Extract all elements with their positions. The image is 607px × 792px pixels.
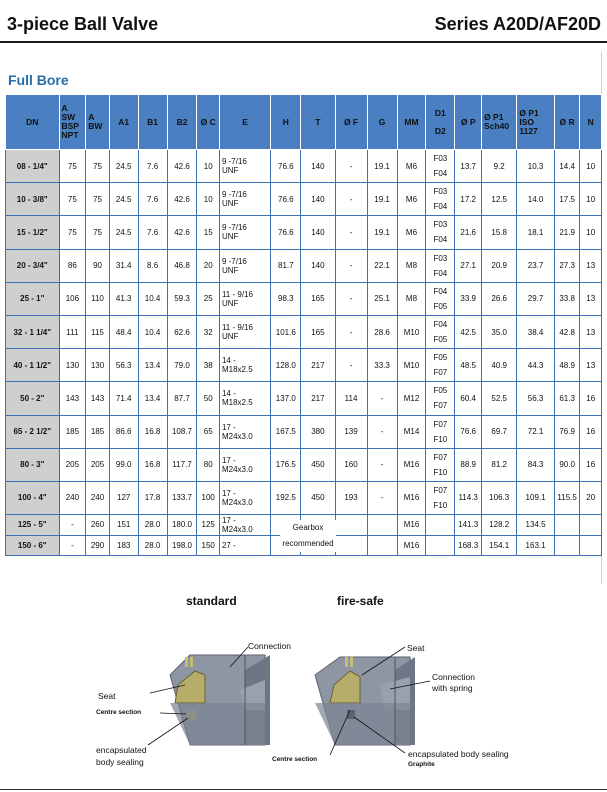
cell-mm: M6 xyxy=(397,150,426,183)
cell-or: 17.5 xyxy=(554,183,580,216)
cell-op1-iso: 44.3 xyxy=(517,349,554,382)
cell-op1-iso: 14.0 xyxy=(517,183,554,216)
cell-mm: M10 xyxy=(397,315,426,348)
cell-op1-sch40: 106.3 xyxy=(482,481,517,514)
cell-or: 90.0 xyxy=(554,448,580,481)
cell-mm: M8 xyxy=(397,282,426,315)
cell-h: 137.0 xyxy=(271,382,301,415)
table-header-row xyxy=(6,95,602,150)
cell-n: 10 xyxy=(580,150,602,183)
table-row xyxy=(6,448,602,481)
cell-n: 13 xyxy=(580,249,602,282)
cell-op1-iso: 109.1 xyxy=(517,481,554,514)
cell-or: 33.8 xyxy=(554,282,580,315)
cell-op1-iso: 29.7 xyxy=(517,282,554,315)
cell-g: 19.1 xyxy=(367,216,397,249)
cell-op1-iso: 84.3 xyxy=(517,448,554,481)
cell-a1: 24.5 xyxy=(109,183,138,216)
cell-of: - xyxy=(335,282,367,315)
standard-connection-label: Connection xyxy=(248,641,292,651)
cell-dn: 100 - 4" xyxy=(6,481,60,514)
cell-or xyxy=(554,535,580,556)
cell-op1-sch40: 128.2 xyxy=(482,515,517,536)
cell-op1-iso: 56.3 xyxy=(517,382,554,415)
cell-oc: 38 xyxy=(197,349,219,382)
cell-a1: 127 xyxy=(109,481,138,514)
cell-n: 10 xyxy=(580,183,602,216)
cell-op: 13.7 xyxy=(455,150,482,183)
cell-dn: 32 - 1 1/4" xyxy=(6,315,60,348)
cell-b2: 42.6 xyxy=(167,150,197,183)
cell-t: 140 xyxy=(301,249,335,282)
cell-b2: 46.8 xyxy=(167,249,197,282)
cell-n: 13 xyxy=(580,282,602,315)
col-b1: B1 xyxy=(138,95,167,150)
cell-mm: M10 xyxy=(397,349,426,382)
cell-g: - xyxy=(367,415,397,448)
cell-b2: 133.7 xyxy=(167,481,197,514)
cell-h: 128.0 xyxy=(271,349,301,382)
cell-d1-d2: F04 F05 xyxy=(426,315,455,348)
table-row xyxy=(6,183,602,216)
cell-dn: 15 - 1/2" xyxy=(6,216,60,249)
cell-e: 14 - M18x2.5 xyxy=(219,349,270,382)
cell-op1-sch40: 69.7 xyxy=(482,415,517,448)
col-oc: Ø C xyxy=(197,95,219,150)
firesafe-sealing-label: encapsulated body sealing xyxy=(408,749,509,759)
cell-a-bw: 75 xyxy=(86,183,110,216)
cell-oc: 10 xyxy=(197,150,219,183)
cell-a1: 86.6 xyxy=(109,415,138,448)
cell-d1-d2: F03 F04 xyxy=(426,249,455,282)
cell-op: 33.9 xyxy=(455,282,482,315)
cell-mm: M14 xyxy=(397,415,426,448)
cell-t: 380 xyxy=(301,415,335,448)
cell-b2: 108.7 xyxy=(167,415,197,448)
cell-op: 17.2 xyxy=(455,183,482,216)
cell-dn: 20 - 3/4" xyxy=(6,249,60,282)
cell-dn: 125 - 5" xyxy=(6,515,60,536)
cell-b1: 7.6 xyxy=(138,183,167,216)
cell-a-sw: 111 xyxy=(59,315,86,348)
cell-n: 10 xyxy=(580,216,602,249)
firesafe-connection-label-1: Connection xyxy=(432,672,476,682)
cell-mm: M16 xyxy=(397,515,426,536)
cell-b1: 7.6 xyxy=(138,150,167,183)
cell-op1-sch40: 81.2 xyxy=(482,448,517,481)
table-row xyxy=(6,415,602,448)
cell-b2: 87.7 xyxy=(167,382,197,415)
cell-b1: 8.6 xyxy=(138,249,167,282)
cell-a1: 183 xyxy=(109,535,138,556)
cell-a-bw: 143 xyxy=(86,382,110,415)
cell-op1-sch40: 12.5 xyxy=(482,183,517,216)
cell-b1: 16.8 xyxy=(138,448,167,481)
firesafe-title: fire-safe xyxy=(337,594,384,608)
cell-a-bw: 290 xyxy=(86,535,110,556)
standard-sealing-label-2: body sealing xyxy=(96,757,144,767)
cell-op1-iso: 10.3 xyxy=(517,150,554,183)
cell-e: 9 -7/16 UNF xyxy=(219,183,270,216)
cell-oc: 15 xyxy=(197,216,219,249)
cell-op: 141.3 xyxy=(455,515,482,536)
cell-a-sw: 130 xyxy=(59,349,86,382)
cell-b2: 62.6 xyxy=(167,315,197,348)
col-a-bw: A BW xyxy=(86,95,110,150)
cell-d1-d2: F05 F07 xyxy=(426,382,455,415)
cell-b1: 16.8 xyxy=(138,415,167,448)
cell-op1-sch40: 9.2 xyxy=(482,150,517,183)
col-op: Ø P xyxy=(455,95,482,150)
cell-mm: M6 xyxy=(397,216,426,249)
cell-dn: 50 - 2" xyxy=(6,382,60,415)
cell-h: 81.7 xyxy=(271,249,301,282)
series-title: Series A20D/AF20D xyxy=(434,14,601,34)
cell-op: 168.3 xyxy=(455,535,482,556)
cell-or xyxy=(554,515,580,536)
cell-a-sw: 240 xyxy=(59,481,86,514)
cell-oc: 32 xyxy=(197,315,219,348)
cell-of xyxy=(335,515,367,536)
cell-op1-sch40: 26.6 xyxy=(482,282,517,315)
cell-h: 192.5 xyxy=(271,481,301,514)
cell-h: 98.3 xyxy=(271,282,301,315)
col-a-sw: A SW BSP NPT xyxy=(59,95,86,150)
standard-valve-drawing xyxy=(170,655,270,745)
cell-e: 17 - M24x3.0 xyxy=(219,481,270,514)
cell-b1: 13.4 xyxy=(138,382,167,415)
cell-a-bw: 130 xyxy=(86,349,110,382)
cell-n: 16 xyxy=(580,382,602,415)
cell-op1-iso: 134.5 xyxy=(517,515,554,536)
col-e: E xyxy=(219,95,270,150)
cell-dn: 150 - 6" xyxy=(6,535,60,556)
page-header xyxy=(0,0,607,52)
gearbox-note: Gearbox recommended xyxy=(280,520,336,552)
cell-g: 19.1 xyxy=(367,183,397,216)
cell-oc: 50 xyxy=(197,382,219,415)
cell-t: 165 xyxy=(301,315,335,348)
table-row xyxy=(6,216,602,249)
cell-t: 217 xyxy=(301,382,335,415)
cell-a1: 56.3 xyxy=(109,349,138,382)
cell-g: 25.1 xyxy=(367,282,397,315)
cell-e: 11 - 9/16 UNF xyxy=(219,282,270,315)
table-row xyxy=(6,349,602,382)
cell-a-bw: 75 xyxy=(86,216,110,249)
cell-op1-sch40: 154.1 xyxy=(482,535,517,556)
col-a1: A1 xyxy=(109,95,138,150)
cell-g xyxy=(367,515,397,536)
cell-d1-d2 xyxy=(426,515,455,536)
cell-a-bw: 260 xyxy=(86,515,110,536)
col-t: T xyxy=(301,95,335,150)
col-op1-sch40: Ø P1 Sch40 xyxy=(482,95,517,150)
cell-b1: 10.4 xyxy=(138,282,167,315)
cell-d1-d2: F07 F10 xyxy=(426,448,455,481)
firesafe-valve-drawing xyxy=(315,657,415,745)
cell-op1-sch40: 52.5 xyxy=(482,382,517,415)
cell-g: 22.1 xyxy=(367,249,397,282)
cell-op: 48.5 xyxy=(455,349,482,382)
cell-op1-sch40: 35.0 xyxy=(482,315,517,348)
standard-title: standard xyxy=(186,594,237,608)
cell-d1-d2: F07 F10 xyxy=(426,481,455,514)
cell-h: 76.6 xyxy=(271,183,301,216)
cell-op1-sch40: 20.9 xyxy=(482,249,517,282)
cell-b1: 17.8 xyxy=(138,481,167,514)
cell-oc: 150 xyxy=(197,535,219,556)
cell-op: 88.9 xyxy=(455,448,482,481)
bottom-divider xyxy=(0,789,607,790)
cell-e: 17 - M24x3.0 xyxy=(219,415,270,448)
cell-oc: 125 xyxy=(197,515,219,536)
cell-n xyxy=(580,515,602,536)
cell-a-bw: 75 xyxy=(86,150,110,183)
cell-or: 48.9 xyxy=(554,349,580,382)
cell-a1: 31.4 xyxy=(109,249,138,282)
cell-of: - xyxy=(335,349,367,382)
cell-op: 42.5 xyxy=(455,315,482,348)
cell-g: 33.3 xyxy=(367,349,397,382)
cell-oc: 10 xyxy=(197,183,219,216)
cell-oc: 20 xyxy=(197,249,219,282)
cell-h: 167.5 xyxy=(271,415,301,448)
cell-dn: 65 - 2 1/2" xyxy=(6,415,60,448)
cell-op1-iso: 38.4 xyxy=(517,315,554,348)
spec-table xyxy=(5,94,602,556)
cell-t: 450 xyxy=(301,481,335,514)
cell-op1-iso: 18.1 xyxy=(517,216,554,249)
col-of: Ø F xyxy=(335,95,367,150)
cell-or: 21.9 xyxy=(554,216,580,249)
cell-e: 9 -7/16 UNF xyxy=(219,249,270,282)
cell-a-sw: 75 xyxy=(59,216,86,249)
firesafe-centre-label: Centre section xyxy=(272,756,318,763)
cell-b2: 59.3 xyxy=(167,282,197,315)
cell-d1-d2: F07 F10 xyxy=(426,415,455,448)
col-g: G xyxy=(367,95,397,150)
cell-g: - xyxy=(367,382,397,415)
table-row xyxy=(6,481,602,514)
cell-or: 42.8 xyxy=(554,315,580,348)
section-title: Full Bore xyxy=(8,72,69,88)
cell-b1: 7.6 xyxy=(138,216,167,249)
cell-n xyxy=(580,535,602,556)
cell-e: 27 - xyxy=(219,535,270,556)
cell-b1: 28.0 xyxy=(138,535,167,556)
cell-b2: 42.6 xyxy=(167,183,197,216)
cell-a-bw: 205 xyxy=(86,448,110,481)
table-row xyxy=(6,282,602,315)
cell-a-sw: 75 xyxy=(59,183,86,216)
standard-sealing-label-1: encapsulated xyxy=(96,745,147,755)
cell-t: 165 xyxy=(301,282,335,315)
cell-dn: 40 - 1 1/2" xyxy=(6,349,60,382)
cell-op1-sch40: 15.8 xyxy=(482,216,517,249)
cell-op: 114.3 xyxy=(455,481,482,514)
cell-d1-d2: F03 F04 xyxy=(426,150,455,183)
cell-t: 140 xyxy=(301,216,335,249)
cell-a-sw: 205 xyxy=(59,448,86,481)
cell-d1-d2: F03 F04 xyxy=(426,216,455,249)
cell-b1: 13.4 xyxy=(138,349,167,382)
cell-e: 11 - 9/16 UNF xyxy=(219,315,270,348)
cell-op1-iso: 72.1 xyxy=(517,415,554,448)
table-row xyxy=(6,150,602,183)
cell-b2: 42.6 xyxy=(167,216,197,249)
cell-of: 139 xyxy=(335,415,367,448)
cell-n: 20 xyxy=(580,481,602,514)
cell-of xyxy=(335,535,367,556)
cell-g: - xyxy=(367,481,397,514)
cell-a1: 71.4 xyxy=(109,382,138,415)
table-row xyxy=(6,315,602,348)
cell-a-sw: 143 xyxy=(59,382,86,415)
cell-t: 217 xyxy=(301,349,335,382)
col-n: N xyxy=(580,95,602,150)
cell-a-bw: 110 xyxy=(86,282,110,315)
cell-or: 76.9 xyxy=(554,415,580,448)
cell-oc: 80 xyxy=(197,448,219,481)
cell-n: 16 xyxy=(580,448,602,481)
table-row xyxy=(6,382,602,415)
col-h: H xyxy=(271,95,301,150)
cell-e: 17 - M24x3.0 xyxy=(219,515,270,536)
cell-h: 101.6 xyxy=(271,315,301,348)
cell-a-sw: 106 xyxy=(59,282,86,315)
cell-of: - xyxy=(335,183,367,216)
cell-of: - xyxy=(335,315,367,348)
cell-e: 17 - M24x3.0 xyxy=(219,448,270,481)
cell-h: 76.6 xyxy=(271,150,301,183)
cell-a1: 99.0 xyxy=(109,448,138,481)
cell-op: 76.6 xyxy=(455,415,482,448)
cell-e: 14 - M18x2.5 xyxy=(219,382,270,415)
col-or: Ø R xyxy=(554,95,580,150)
standard-centre-label: Centre section xyxy=(96,709,142,716)
cell-op1-iso: 23.7 xyxy=(517,249,554,282)
cell-b2: 79.0 xyxy=(167,349,197,382)
cell-a1: 24.5 xyxy=(109,216,138,249)
cell-b2: 117.7 xyxy=(167,448,197,481)
cell-dn: 80 - 3" xyxy=(6,448,60,481)
cell-dn: 25 - 1" xyxy=(6,282,60,315)
cell-n: 13 xyxy=(580,315,602,348)
cell-a-bw: 240 xyxy=(86,481,110,514)
cell-g: - xyxy=(367,448,397,481)
cell-a-sw: 86 xyxy=(59,249,86,282)
cell-mm: M16 xyxy=(397,481,426,514)
cell-op: 60.4 xyxy=(455,382,482,415)
cell-mm: M12 xyxy=(397,382,426,415)
cell-a-sw: - xyxy=(59,535,86,556)
page-title: 3-piece Ball Valve xyxy=(7,14,159,34)
cell-a-bw: 115 xyxy=(86,315,110,348)
cell-or: 14.4 xyxy=(554,150,580,183)
cell-d1-d2: F05 F07 xyxy=(426,349,455,382)
cell-a1: 48.4 xyxy=(109,315,138,348)
cell-n: 13 xyxy=(580,349,602,382)
cell-a1: 24.5 xyxy=(109,150,138,183)
col-mm: MM xyxy=(397,95,426,150)
cell-b2: 198.0 xyxy=(167,535,197,556)
cell-oc: 25 xyxy=(197,282,219,315)
cell-e: 9 -7/16 UNF xyxy=(219,150,270,183)
cell-or: 115.5 xyxy=(554,481,580,514)
cell-of: - xyxy=(335,249,367,282)
cell-a-sw: - xyxy=(59,515,86,536)
cell-mm: M6 xyxy=(397,183,426,216)
cell-a-bw: 90 xyxy=(86,249,110,282)
cell-mm: M8 xyxy=(397,249,426,282)
col-b2: B2 xyxy=(167,95,197,150)
cell-or: 61.3 xyxy=(554,382,580,415)
cell-d1-d2 xyxy=(426,535,455,556)
cell-a-sw: 185 xyxy=(59,415,86,448)
cell-n: 16 xyxy=(580,415,602,448)
cell-mm: M16 xyxy=(397,448,426,481)
cell-t: 140 xyxy=(301,183,335,216)
cell-op1-iso: 163.1 xyxy=(517,535,554,556)
cell-of: - xyxy=(335,150,367,183)
col-op1-iso: Ø P1 ISO 1127 xyxy=(517,95,554,150)
cell-e: 9 -7/16 UNF xyxy=(219,216,270,249)
cell-b1: 10.4 xyxy=(138,315,167,348)
cell-b1: 28.0 xyxy=(138,515,167,536)
header-divider xyxy=(0,41,607,43)
cell-h: 76.6 xyxy=(271,216,301,249)
cell-a1: 41.3 xyxy=(109,282,138,315)
cell-op: 21.6 xyxy=(455,216,482,249)
cell-mm: M16 xyxy=(397,535,426,556)
table-row xyxy=(6,249,602,282)
cell-t: 140 xyxy=(301,150,335,183)
cell-dn: 08 - 1/4" xyxy=(6,150,60,183)
cell-of: 160 xyxy=(335,448,367,481)
cell-op: 27.1 xyxy=(455,249,482,282)
cell-oc: 100 xyxy=(197,481,219,514)
col-d1-d2: D1 D2 xyxy=(426,95,455,150)
cell-or: 27.3 xyxy=(554,249,580,282)
cell-oc: 65 xyxy=(197,415,219,448)
firesafe-connection-label-2: with spring xyxy=(432,683,473,693)
col-dn: DN xyxy=(6,95,60,150)
cell-op1-sch40: 40.9 xyxy=(482,349,517,382)
standard-seat-label: Seat xyxy=(98,691,116,701)
cell-g: 28.6 xyxy=(367,315,397,348)
cell-b2: 180.0 xyxy=(167,515,197,536)
cell-h: 176.5 xyxy=(271,448,301,481)
cell-of: - xyxy=(335,216,367,249)
cell-a-bw: 185 xyxy=(86,415,110,448)
cell-g xyxy=(367,535,397,556)
cell-dn: 10 - 3/8" xyxy=(6,183,60,216)
cell-a-sw: 75 xyxy=(59,150,86,183)
firesafe-graphite-label: Graphite xyxy=(408,761,435,768)
cell-of: 114 xyxy=(335,382,367,415)
cell-g: 19.1 xyxy=(367,150,397,183)
cell-d1-d2: F03 F04 xyxy=(426,183,455,216)
firesafe-seat-label: Seat xyxy=(407,643,425,653)
cell-of: 193 xyxy=(335,481,367,514)
cell-a1: 151 xyxy=(109,515,138,536)
cell-d1-d2: F04 F05 xyxy=(426,282,455,315)
cell-t: 450 xyxy=(301,448,335,481)
